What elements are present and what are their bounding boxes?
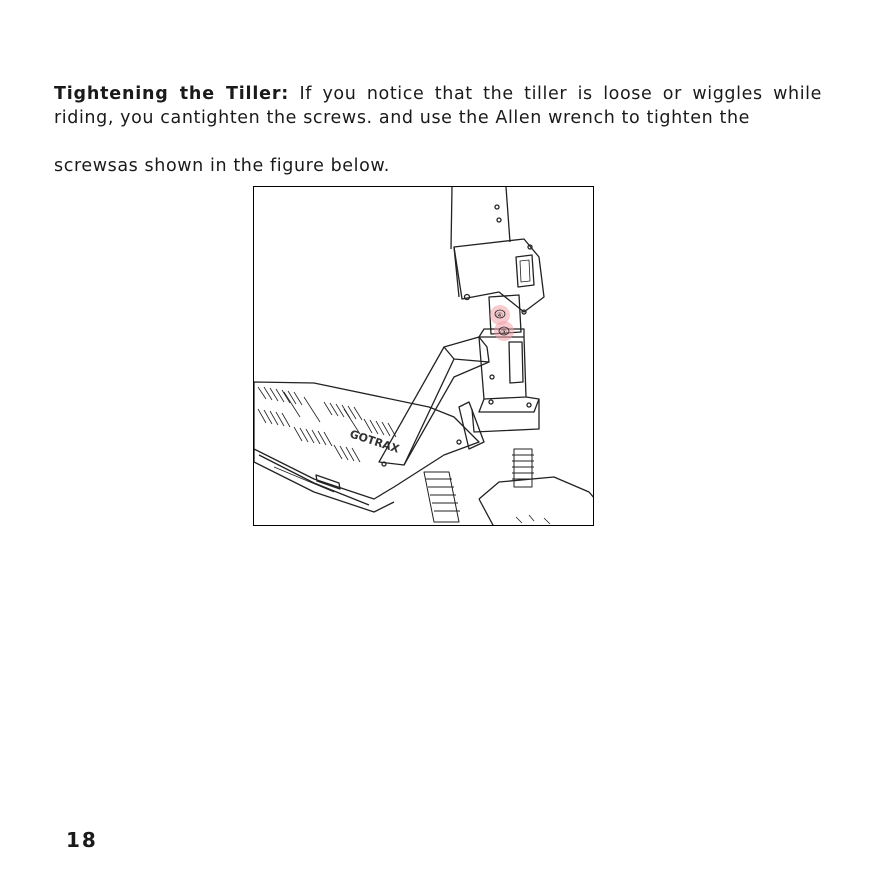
lower-stem-housing [472, 329, 539, 432]
stem-clamp [489, 295, 521, 341]
tiller-diagram [253, 186, 594, 526]
instruction-paragraph [54, 82, 822, 130]
hand-and-wrench [479, 477, 594, 526]
folding-hinge [454, 239, 544, 314]
page-number: 18 [66, 828, 98, 852]
deck-brand-text: GOTRAX [348, 427, 401, 456]
suspension [424, 449, 534, 522]
section-heading: Tightening the Tiller: [54, 84, 290, 104]
screw-label-4: ④ [496, 311, 504, 320]
instruction-text-end: screwsas shown in the figure below. [54, 156, 390, 176]
instruction-paragraph-end [54, 154, 822, 178]
tiller-tube [451, 187, 510, 249]
instruction-text: If you notice that the tiller is loose or wiggles while riding, you cantighten the screws. and use the Allen wrench to tighten the [54, 84, 822, 128]
screw-label-3: ③ [500, 328, 508, 337]
scooter-deck [254, 382, 479, 512]
